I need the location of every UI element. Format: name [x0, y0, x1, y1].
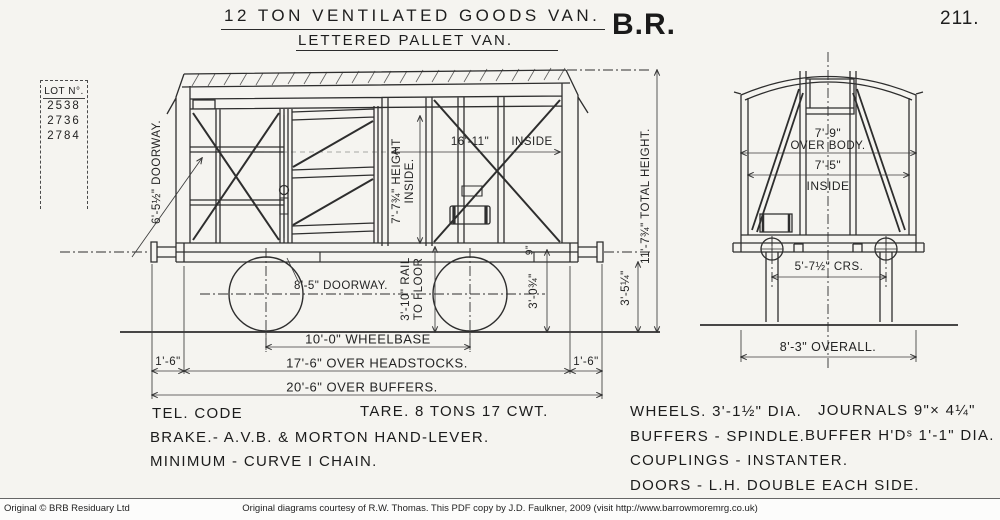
dim-over-body-label: OVER BODY.	[790, 140, 866, 152]
dim-doorway-height: 6'-5½" DOORWAY.	[151, 119, 163, 225]
lot-number-label: LOT N°.	[44, 86, 84, 97]
dim-height-3-0: 3'-0¾"	[528, 273, 540, 309]
dim-nine-inch: 9"	[524, 244, 536, 256]
side-diagonal-braces	[193, 100, 560, 242]
footer-credit: Original diagrams courtesy of R.W. Thomas. This PDF copy by J.D. Faulkner, 2009 (visit http://www.barrowmoremrg.co.uk)	[242, 503, 758, 514]
spec-journals: JOURNALS 9"× 4¼"	[818, 402, 976, 419]
page-number: 211.	[940, 8, 980, 29]
dim-end-overhang-right: 1'-6"	[573, 356, 599, 368]
spec-brake: BRAKE.- A.V.B. & MORTON HAND-LEVER.	[150, 429, 490, 446]
subtitle-underline	[296, 50, 558, 51]
end-elevation-drawing	[700, 52, 958, 368]
axle-crosses	[761, 238, 897, 260]
vacuum-cylinder	[450, 206, 490, 224]
spec-doors: DOORS - L.H. DOUBLE EACH SIDE.	[630, 477, 920, 494]
lot-number-box	[40, 80, 88, 209]
dim-inside-length-suffix: INSIDE	[511, 136, 553, 148]
spec-tel-code: TEL. CODE	[152, 405, 243, 422]
spec-tare: TARE. 8 TONS 17 CWT.	[360, 403, 549, 420]
lot-number-value: 2784	[47, 130, 81, 142]
page-title: 12 TON VENTILATED GOODS VAN.	[224, 6, 601, 25]
dim-height-3-5: 3'-5¼"	[620, 270, 632, 306]
side-centre-lines	[60, 70, 652, 352]
dim-end-overhang-left: 1'-6"	[155, 356, 181, 368]
footer-bar	[0, 498, 1000, 520]
spec-couplings: COUPLINGS - INSTANTER.	[630, 452, 849, 469]
end-centre-lines	[772, 52, 886, 368]
dim-wheel-centres: 5'-7½" CRS.	[794, 261, 864, 273]
dim-inside-height: 7'-7¾" HEIGHT INSIDE.	[391, 138, 416, 224]
dim-over-headstocks: 17'-6" OVER HEADSTOCKS.	[286, 355, 468, 371]
spec-minimum-curve: MINIMUM - CURVE I CHAIN.	[150, 453, 378, 470]
dim-end-inside-value: 7'-5"	[814, 158, 842, 172]
dim-over-body-value: 7'-9"	[814, 126, 842, 140]
spec-wheels: WHEELS. 3'-1½" DIA.	[630, 403, 803, 420]
end-equipment-caps	[763, 214, 789, 232]
dim-overall-width: 8'-3" OVERALL.	[779, 340, 877, 354]
dim-wheelbase: 10'-0" WHEELBASE	[305, 331, 431, 347]
dim-doorway-width: 8'-5" DOORWAY.	[293, 280, 389, 292]
lot-number-value: 2736	[47, 115, 81, 127]
side-body-structure	[167, 70, 588, 262]
dim-total-height: 11'-7¾" TOTAL HEIGHT.	[640, 128, 652, 264]
page-subtitle: LETTERED PALLET VAN.	[298, 32, 514, 49]
railway-initials: B.R.	[612, 8, 676, 41]
lot-number-value: 2538	[47, 100, 81, 112]
spec-buffers: BUFFERS - SPINDLE.	[630, 428, 806, 445]
dim-inside-length: 16'-11"	[450, 136, 490, 148]
dim-rail-to-floor: 3'-10" RAIL TO FLOOR	[400, 257, 425, 321]
spec-buffer-heads: BUFFER H'Dˢ 1'-1" DIA.	[805, 427, 995, 444]
footer-copyright: Original © BRB Residuary Ltd	[4, 503, 130, 514]
dim-over-buffers: 20'-6" OVER BUFFERS.	[286, 379, 438, 395]
title-underline	[221, 29, 605, 30]
dim-end-inside-label: INSIDE	[806, 179, 850, 193]
